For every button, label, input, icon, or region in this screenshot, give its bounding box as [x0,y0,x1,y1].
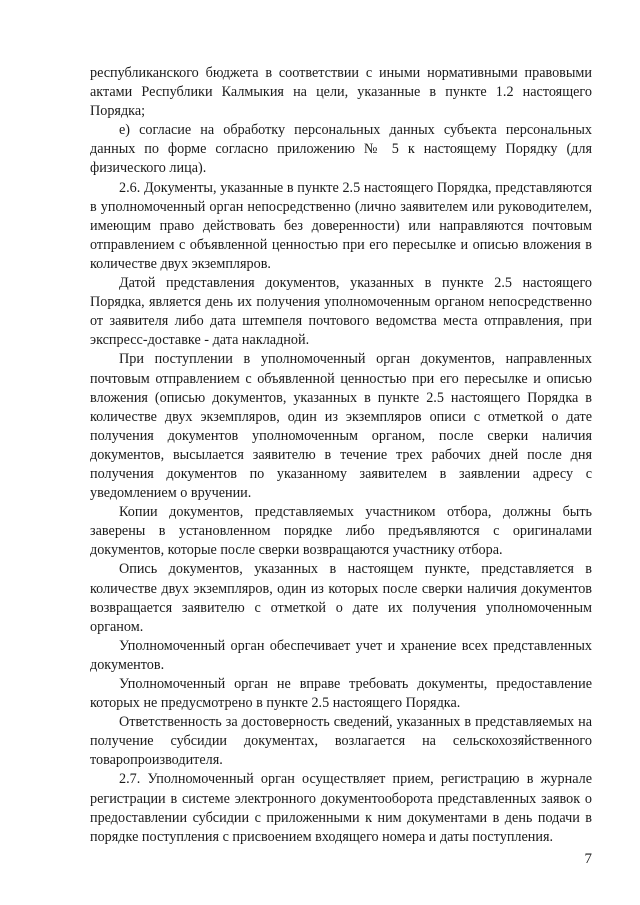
paragraph-2-6-submission: 2.6. Документы, указанные в пункте 2.5 настоящего Порядка, представляются в уполномоченный орган непосредственно (лично заявителем или руководителем, имеющим право действовать без доверенности) или направляются почтовым отправлением с объявленной ценностью при его пересылке и описью вложения в количестве двух экземпляров. [90,179,592,272]
paragraph-no-extra-documents: Уполномоченный орган не вправе требовать документы, предоставление которых не предусмотрено в пункте 2.5 настоящего Порядка. [90,676,592,712]
document-body [90,64,592,847]
paragraph-inventory: Опись документов, указанных в настоящем пункте, представляется в количестве двух экземпляров, один из которых после сверки наличия документов возвращается заявителю с отметкой о дате их получения уполномоченным органом. [90,561,592,635]
page-number: 7 [584,851,592,867]
paragraph-postal-receipt: При поступлении в уполномоченный орган документов, направленных почтовым отправлением с объявленной ценностью при его пересылке и описью вложения (описью документов, указанных в пункте 2.5 настоящего Порядка в количестве двух экземпляров, один из экземпляров описи с отметкой о дате получения документов уполномоченным органом, после сверки наличия документов, высылается заявителю в течение трех рабочих дней после дня получения документов по указанному заявителем в заявлении адресу с уведомлением о вручении. [90,351,592,502]
paragraph-consent-personal-data: е) согласие на обработку персональных данных субъекта персональных данных по форме согласно приложению № 5 к настоящему Порядку (для физического лица). [90,122,592,177]
paragraph-2-7-registration: 2.7. Уполномоченный орган осуществляет прием, регистрацию в журнале регистрации в системе электронного документооборота представленных заявок о предоставлении субсидии с приложенными к ним документами в день подачи в порядке поступления с присвоением входящего номера и даты поступления. [90,771,592,845]
paragraph-submission-date: Датой представления документов, указанных в пункте 2.5 настоящего Порядка, является день их получения уполномоченным органом непосредственно от заявителя либо дата штемпеля почтового ведомства места отправления, при экспресс-доставке - дата накладной. [90,275,592,349]
paragraph-responsibility: Ответственность за достоверность сведений, указанных в представляемых на получение субсидии документах, возлагается на сельскохозяйственного товаропроизводителя. [90,714,592,769]
paragraph-budget-continuation: республиканского бюджета в соответствии с иными нормативными правовыми актами Республики Калмыкия на цели, указанные в пункте 1.2 настоящего Порядка; [90,65,592,120]
paragraph-copies: Копии документов, представляемых участником отбора, должны быть заверены в установленном порядке либо предъявляются с оригиналами документов, которые после сверки возвращаются участнику отбора. [90,504,592,559]
paragraph-storage: Уполномоченный орган обеспечивает учет и хранение всех представленных документов. [90,637,592,673]
